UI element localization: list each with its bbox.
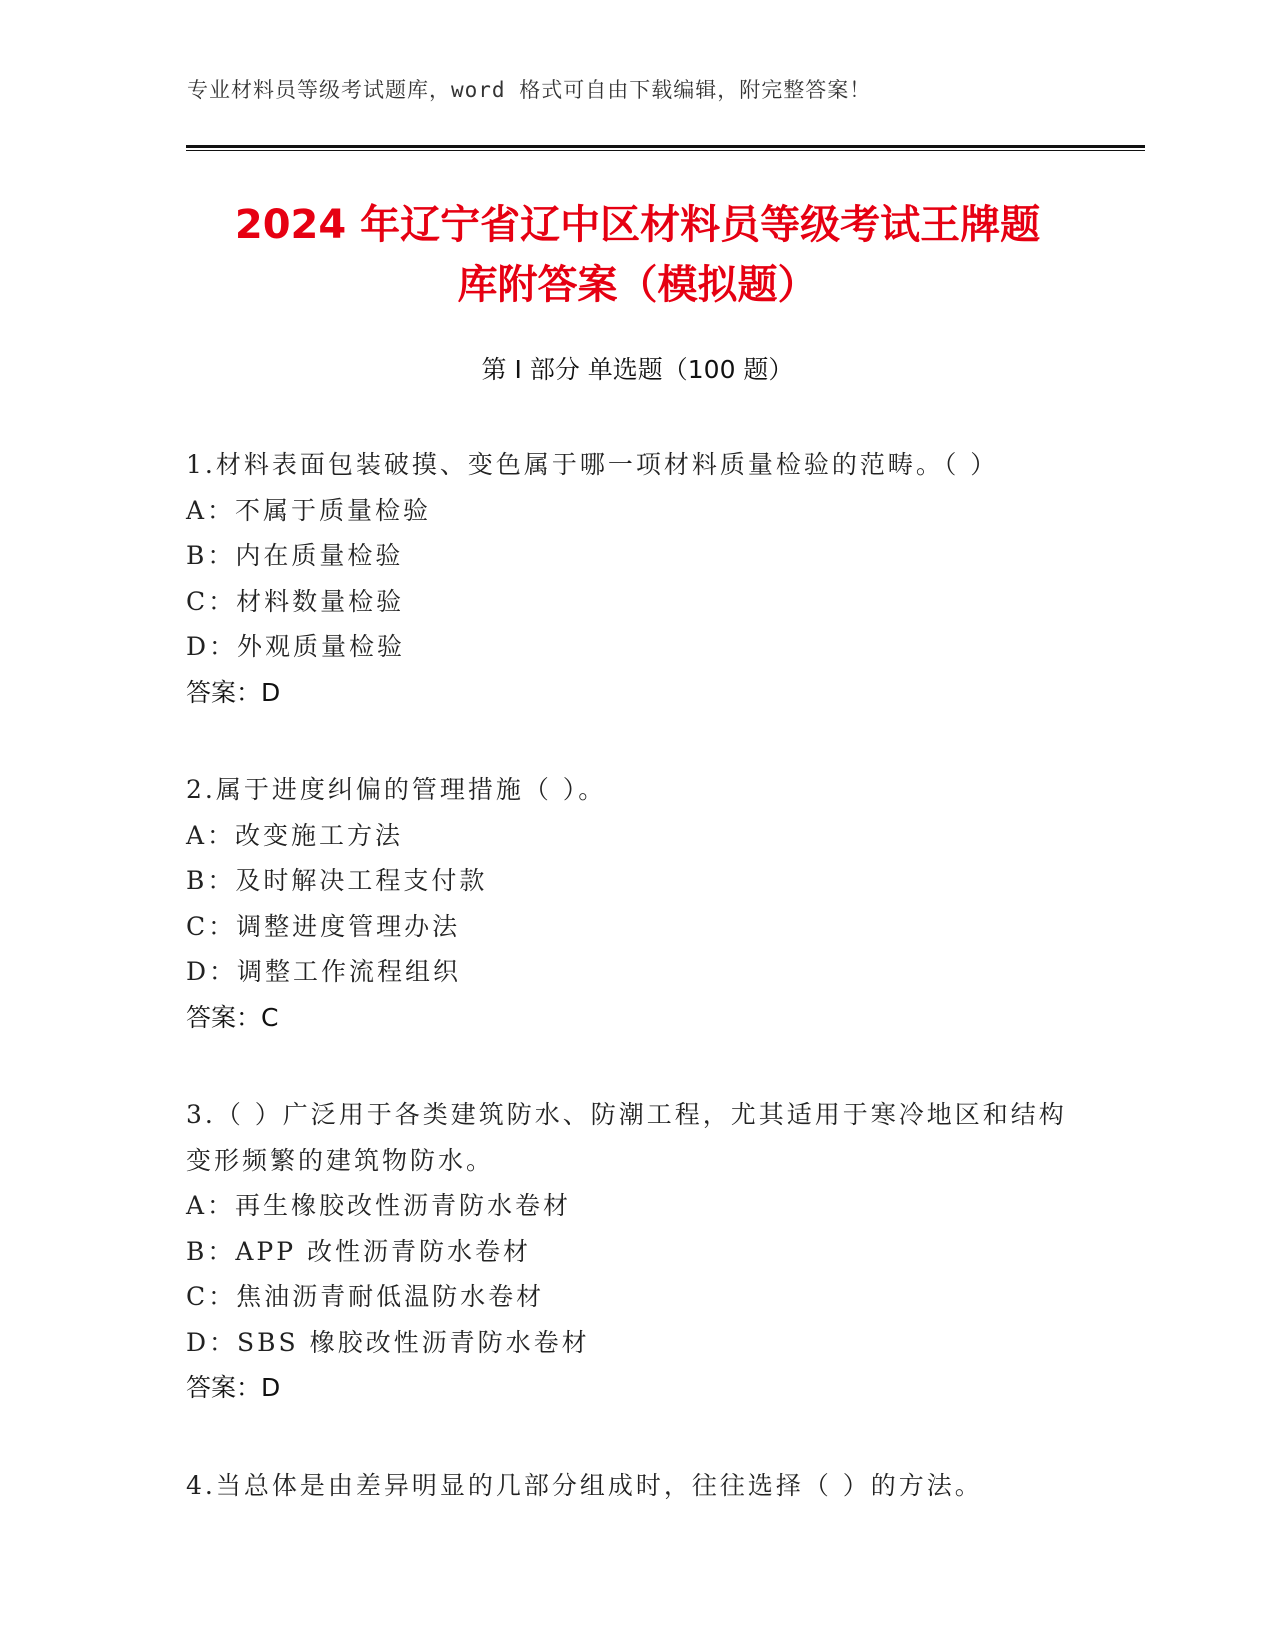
option-b: B：APP 改性沥青防水卷材 (186, 1236, 532, 1266)
document-title (150, 195, 1125, 315)
option-a: A：不属于质量检验 (186, 495, 432, 525)
question-stem: 1.材料表面包装破摸、变色属于哪一项材料质量检验的范畴。（ ） (186, 450, 999, 479)
question-stem: 4.当总体是由差异明显的几部分组成时，往往选择（ ）的方法。 (186, 1470, 983, 1500)
option-b: B：及时解决工程支付款 (186, 866, 488, 895)
question-1 (186, 442, 1086, 715)
answer: 答案：D (186, 677, 281, 707)
answer: 答案：D (186, 1373, 281, 1402)
question-stem: 3.（ ）广泛用于各类建筑防水、防潮工程，尤其适用于寒冷地区和结构变形频繁的建筑物防水。 (186, 1100, 1067, 1175)
option-a: A：改变施工方法 (186, 820, 404, 850)
question-4 (186, 1463, 1086, 1509)
header-note: 专业材料员等级考试题库，word 格式可自由下载编辑，附完整答案！ (187, 78, 872, 102)
document-title-line1: 2024 年辽宁省辽中区材料员等级考试王牌题 (234, 202, 1041, 248)
question-2 (186, 767, 1086, 1040)
question-list (186, 442, 1086, 1560)
answer: 答案：C (186, 1002, 279, 1032)
document-title-line2: 库附答案（模拟题） (457, 262, 818, 308)
question-stem: 2.属于进度纠偏的管理措施（ ）。 (186, 775, 607, 804)
option-a: A：再生橡胶改性沥青防水卷材 (186, 1191, 572, 1220)
option-d: D：SBS 橡胶改性沥青防水卷材 (186, 1327, 590, 1357)
header-rule-thin (186, 150, 1145, 151)
header-rule-thick (186, 145, 1145, 148)
question-3 (186, 1092, 1086, 1411)
option-d: D：外观质量检验 (186, 632, 406, 661)
section-title: 第 I 部分 单选题（100 题） (481, 355, 794, 384)
option-c: C：调整进度管理办法 (186, 911, 461, 941)
option-c: C：材料数量检验 (186, 586, 405, 616)
option-b: B：内在质量检验 (186, 541, 404, 570)
option-c: C：焦油沥青耐低温防水卷材 (186, 1282, 545, 1311)
option-d: D：调整工作流程组织 (186, 957, 462, 986)
